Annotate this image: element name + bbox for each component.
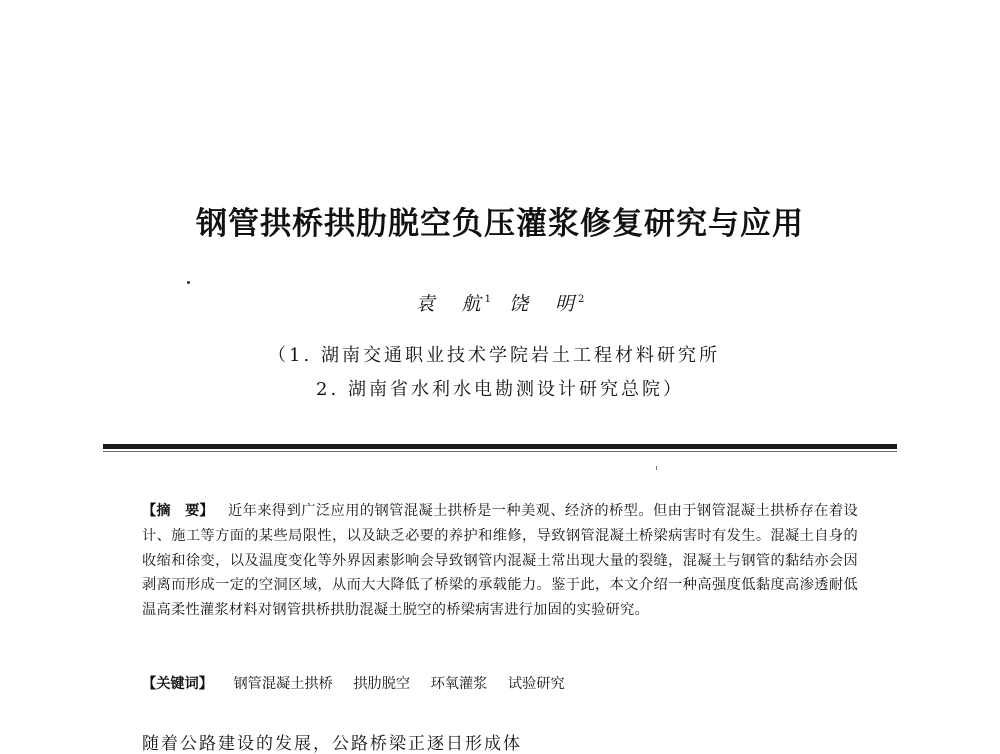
abstract-heading: 【摘 要】 (142, 503, 214, 519)
abstract-text: 近年来得到广泛应用的钢管混凝土拱桥是一种美观、经济的桥型。但由于钢管混凝土拱桥存在着设计、施工等方面的某些局限性，以及缺乏必要的养护和维修，导致钢管混凝土桥梁病害时有发生。混凝土自身的收缩和徐变，以及温度变化等外界因素影响会导致钢管内混凝土常出现大量的裂缝，混凝土与钢管的黏结亦会因剥离而形成一定的空洞区域，从而大大降低了桥梁的承载能力。鉴于此，本文介绍一种高强度低黏度高渗透耐低温高柔性灌浆材料对钢管拱桥拱肋混凝土脱空的桥梁病害进行加固的实验研究。 (142, 503, 858, 619)
keyword: 环氧灌浆 (430, 676, 488, 692)
scan-mark (656, 466, 657, 470)
scan-speck (187, 281, 190, 284)
keyword: 钢管混凝土拱桥 (233, 676, 333, 692)
body-text-cutoff: 随着公路建设的发展，公路桥梁正逐日形成体 (142, 734, 522, 754)
keyword: 拱肋脱空 (353, 676, 411, 692)
abstract-block (142, 499, 858, 623)
author-line (0, 289, 1000, 316)
keyword: 试验研究 (507, 676, 565, 692)
header-rule-thin (103, 451, 897, 452)
affiliation-1: （1. 湖南交通职业技术学院岩土工程材料研究所 (268, 345, 720, 366)
author-affiliation-mark: 2 (578, 294, 585, 305)
affiliation-2: 2. 湖南省水利水电勘测设计研究总院） (316, 379, 684, 400)
author-name: 袁 航 (415, 293, 485, 315)
keywords-heading: 【关键词】 (142, 676, 213, 692)
keywords-block (142, 672, 858, 696)
paper-title: 钢管拱桥拱肋脱空负压灌浆修复研究与应用 (196, 206, 804, 242)
author-name: 饶 明 (509, 293, 579, 315)
author-affiliation-mark: 1 (484, 294, 491, 305)
header-rule-thick (103, 444, 897, 449)
